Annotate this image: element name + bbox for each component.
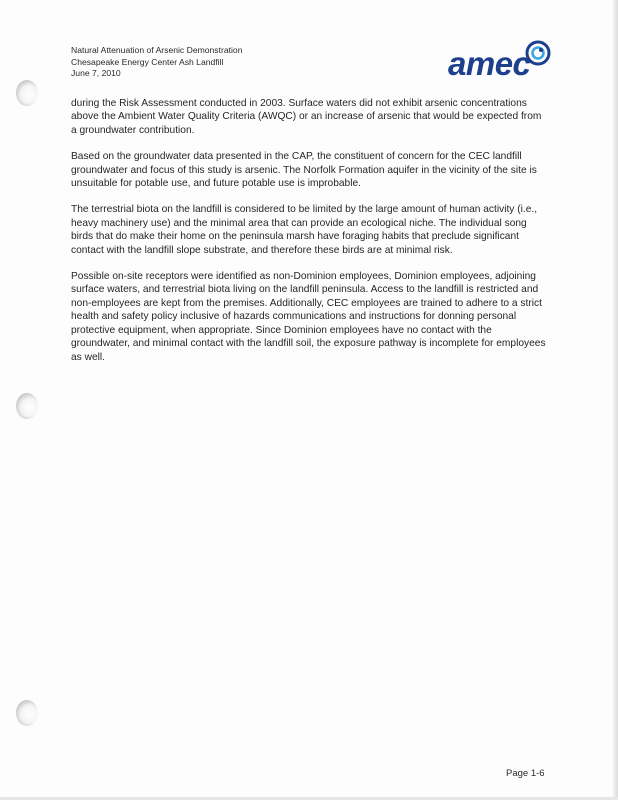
- binder-hole-top: [16, 80, 38, 106]
- page-edge-shadow: [613, 0, 618, 800]
- binder-hole-middle: [16, 393, 38, 419]
- amec-logo: [448, 40, 558, 86]
- header-project-title: Natural Attenuation of Arsenic Demonstration: [71, 45, 243, 55]
- header-site-name: Chesapeake Energy Center Ash Landfill: [71, 56, 224, 67]
- paragraph-receptors: Possible on-site receptors were identified as non-Dominion employees, Dominion employees, adjoining surface waters, and terrestrial biota living on the landfill peninsula. Access to the landfill is restricted and non-employees are kept from the premises. Additionally, CEC employees are trained to adhere to a strict health and safety policy inclusive of hazards communications and instructions for donning personal protective equipment, when appropriate. Since Dominion employees have no contact with the groundwater, and minimal contact with the landfill soil, the exposure pathway is incomplete for employees as well.: [71, 271, 546, 363]
- binder-hole-bottom: [16, 700, 38, 726]
- amec-swirl-icon: [525, 40, 551, 66]
- paragraph-surface-waters: during the Risk Assessment conducted in 2003. Surface waters did not exhibit arsenic concentrations above the Ambient Water Quality Criteria (AWQC) or an increase of arsenic that would be expected from a groundwater contribution.: [71, 98, 542, 136]
- header-date: June 7, 2010: [71, 68, 121, 78]
- paragraph-groundwater: Based on the groundwater data presented in the CAP, the constituent of concern for the CEC landfill groundwater and focus of this study is arsenic. The Norfolk Formation aquifer in the vicinity of the site is unsuitable for potable use, and future potable use is improbable.: [71, 151, 537, 190]
- body-text: [71, 97, 548, 377]
- logo-wordmark: amec: [448, 45, 531, 82]
- page-number: Page 1-6: [506, 768, 545, 779]
- document-header: [71, 45, 351, 80]
- paragraph-terrestrial-biota: The terrestrial biota on the landfill is considered to be limited by the large amount of human activity (i.e., heavy machinery use) and the minimal area that can provide an ecological niche. The individual song birds that do make their home on the peninsula marsh have foraging habits that preclude significant contact with the landfill slope substrate, and therefore these birds are at minimal risk.: [71, 204, 538, 256]
